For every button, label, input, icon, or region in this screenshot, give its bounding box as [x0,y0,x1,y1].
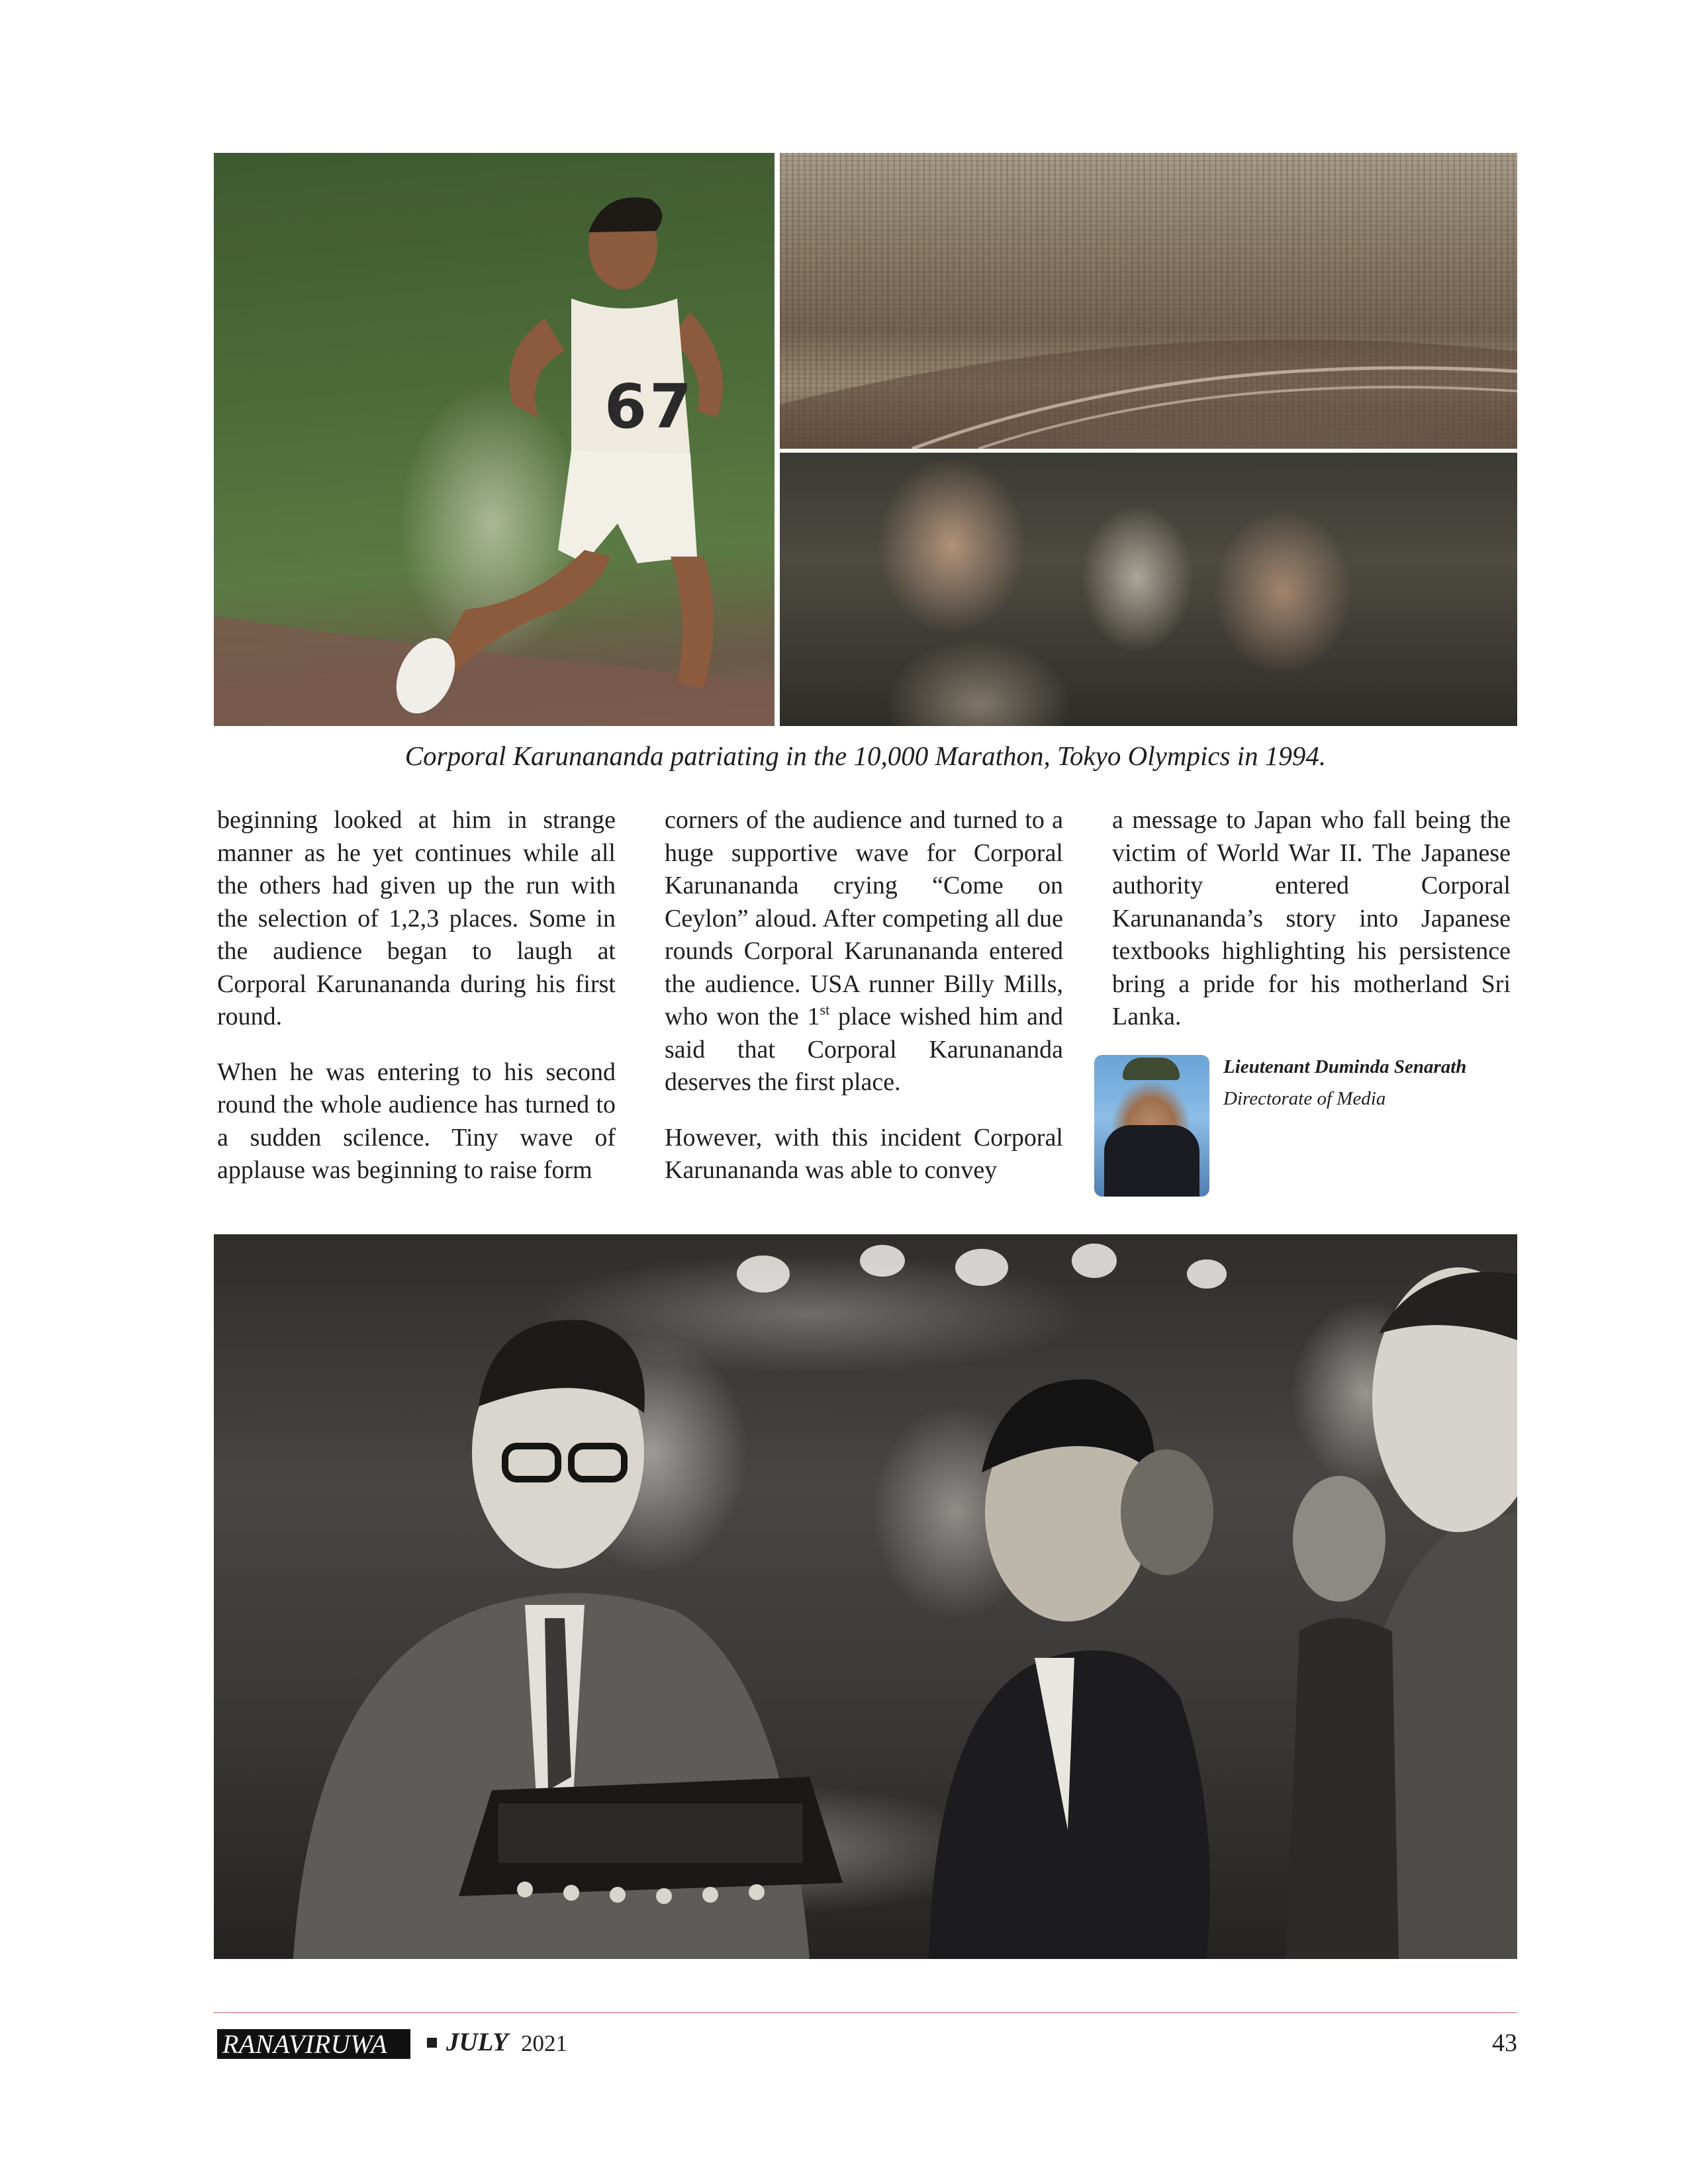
paragraph: When he was entering to his second round the whole audience has turned to a sudden scilence. Tiny wave of applause was beginning to raise form [217,1058,616,1184]
issue-year: 2021 [521,2030,567,2056]
author-name: Lieutenant Duminda Senarath [1223,1056,1467,1077]
paragraph: a message to Japan who fall being the victim of World War II. The Japanese authority entered Corporal Karunananda’s story into Japanese textbooks highlighting his persistence bring a pride for his motherland Sri Lanka. [1112,806,1511,1030]
square-bullet-icon [427,2038,437,2048]
author-uniform [1104,1125,1199,1197]
page-number: 43 [1492,2029,1517,2057]
magazine-masthead: RANAVIRUWA [217,2029,410,2059]
footer-rule [214,2012,1517,2013]
runner-photo [214,153,774,726]
article-column-2 [665,804,1063,1210]
paragraph: beginning looked at him in strange manner as he yet continues while all the others had given up the run with the selection of 1,2,3 places. Some in the audience began to laugh at Corporal Karunananda during his first round. [217,806,616,1030]
stadium-crowd-photo [780,153,1517,449]
paragraph [665,804,1063,1099]
article-column-1 [217,804,616,1210]
ordinal-suffix: st [820,1001,830,1018]
paragraph: However, with this incident Corporal Karunananda was able to convey [665,1123,1063,1184]
article-column-3 [1112,804,1511,1056]
photo-caption: Corporal Karunananda patriating in the 10,000 Marathon, Tokyo Olympics in 1994. [404,741,1327,771]
author-cap [1123,1058,1180,1080]
stadium-figure [780,153,1517,449]
award-ceremony-photo [214,1234,1517,1959]
ceremony-figure [214,1234,1517,1959]
author-department: Directorate of Media [1223,1088,1386,1109]
runner-bib-number: 67 [604,371,695,442]
paragraph-text: corners of the audience and turned to a huge supportive wave for Corporal Karunananda crying “Come on Ceylon” aloud. After competing all due rounds Corporal Karunananda entered the audience. USA runner Billy Mills, who won the 1 [665,806,1063,1030]
paragraph-text: place wished him and said that Corporal Karunananda deserves the first place. [665,1003,1063,1096]
spectators-photo [780,453,1517,726]
issue-month: JULY [446,2028,508,2056]
